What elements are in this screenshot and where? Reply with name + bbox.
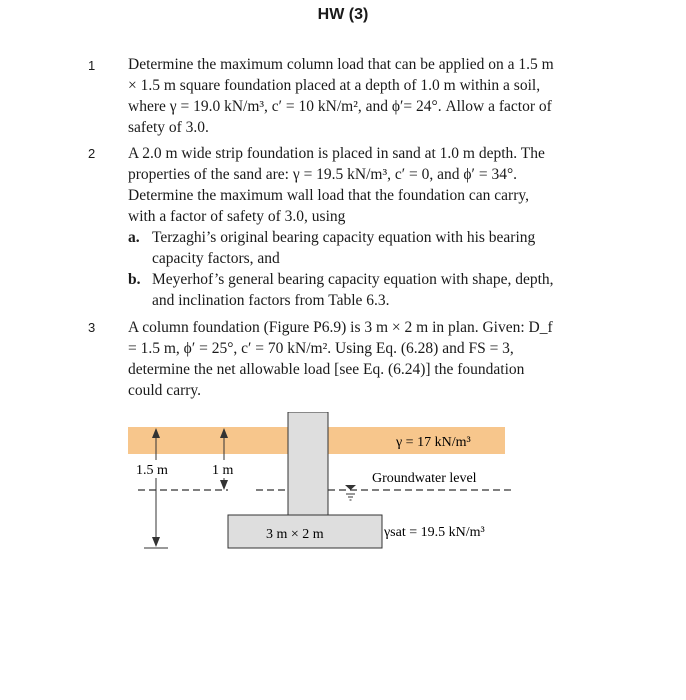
water-depth-dimension-arrow [220, 428, 228, 490]
footing-label: 3 m × 2 m [266, 527, 324, 542]
gamma-sat-label: γsat = 19.5 kN/m³ [384, 525, 485, 540]
problem-1-text: Determine the maximum column load that can be applied on a 1.5 m × 1.5 m square foundation placed at a depth of 1.0 m within a soil, where γ = 19.0 kN/m³, c′ = 10 kN/m², and ϕ′= 24°. Allow a factor of safety of 3.0. [128, 56, 554, 136]
groundwater-label: Groundwater level [372, 471, 477, 486]
problem-2-part-b [128, 269, 558, 311]
part-label: a. [128, 229, 140, 246]
foundation-figure [120, 412, 520, 562]
part-text: Meyerhof’s general bearing capacity equation with shape, depth, and inclination factors from Table 6.3. [152, 271, 554, 309]
depth-label: 1.5 m [136, 463, 168, 478]
part-label: b. [128, 271, 141, 288]
gamma-label: γ = 17 kN/m³ [396, 435, 471, 450]
page-title: HW (3) [317, 6, 369, 23]
water-depth-label: 1 m [212, 463, 234, 478]
column [288, 412, 328, 516]
problem-3-text: A column foundation (Figure P6.9) is 3 m × 2 m in plan. Given: D_f = 1.5 m, ϕ′ = 25°, c′ = 70 kN/m². Using Eq. (6.28) and FS = 3, determine the net allowable load [see Eq. (6.24)] the foundation could carry. [128, 319, 553, 399]
part-text: Terzaghi’s original bearing capacity equation with his bearing capacity factors, and [152, 229, 536, 267]
problem-2-part-a [128, 227, 558, 269]
problem-2-text: A 2.0 m wide strip foundation is placed in sand at 1.0 m depth. The properties of the sand are: γ = 19.5 kN/m³, c′ = 0, and ϕ′ = 34°. Determine the maximum wall load that the foundation can carry, with a factor of safety of 3.0, using [128, 145, 545, 225]
problem-number: 3 [88, 320, 96, 335]
problem-number: 2 [88, 146, 96, 161]
problem-number: 1 [88, 58, 96, 73]
water-table-icon [345, 485, 356, 500]
